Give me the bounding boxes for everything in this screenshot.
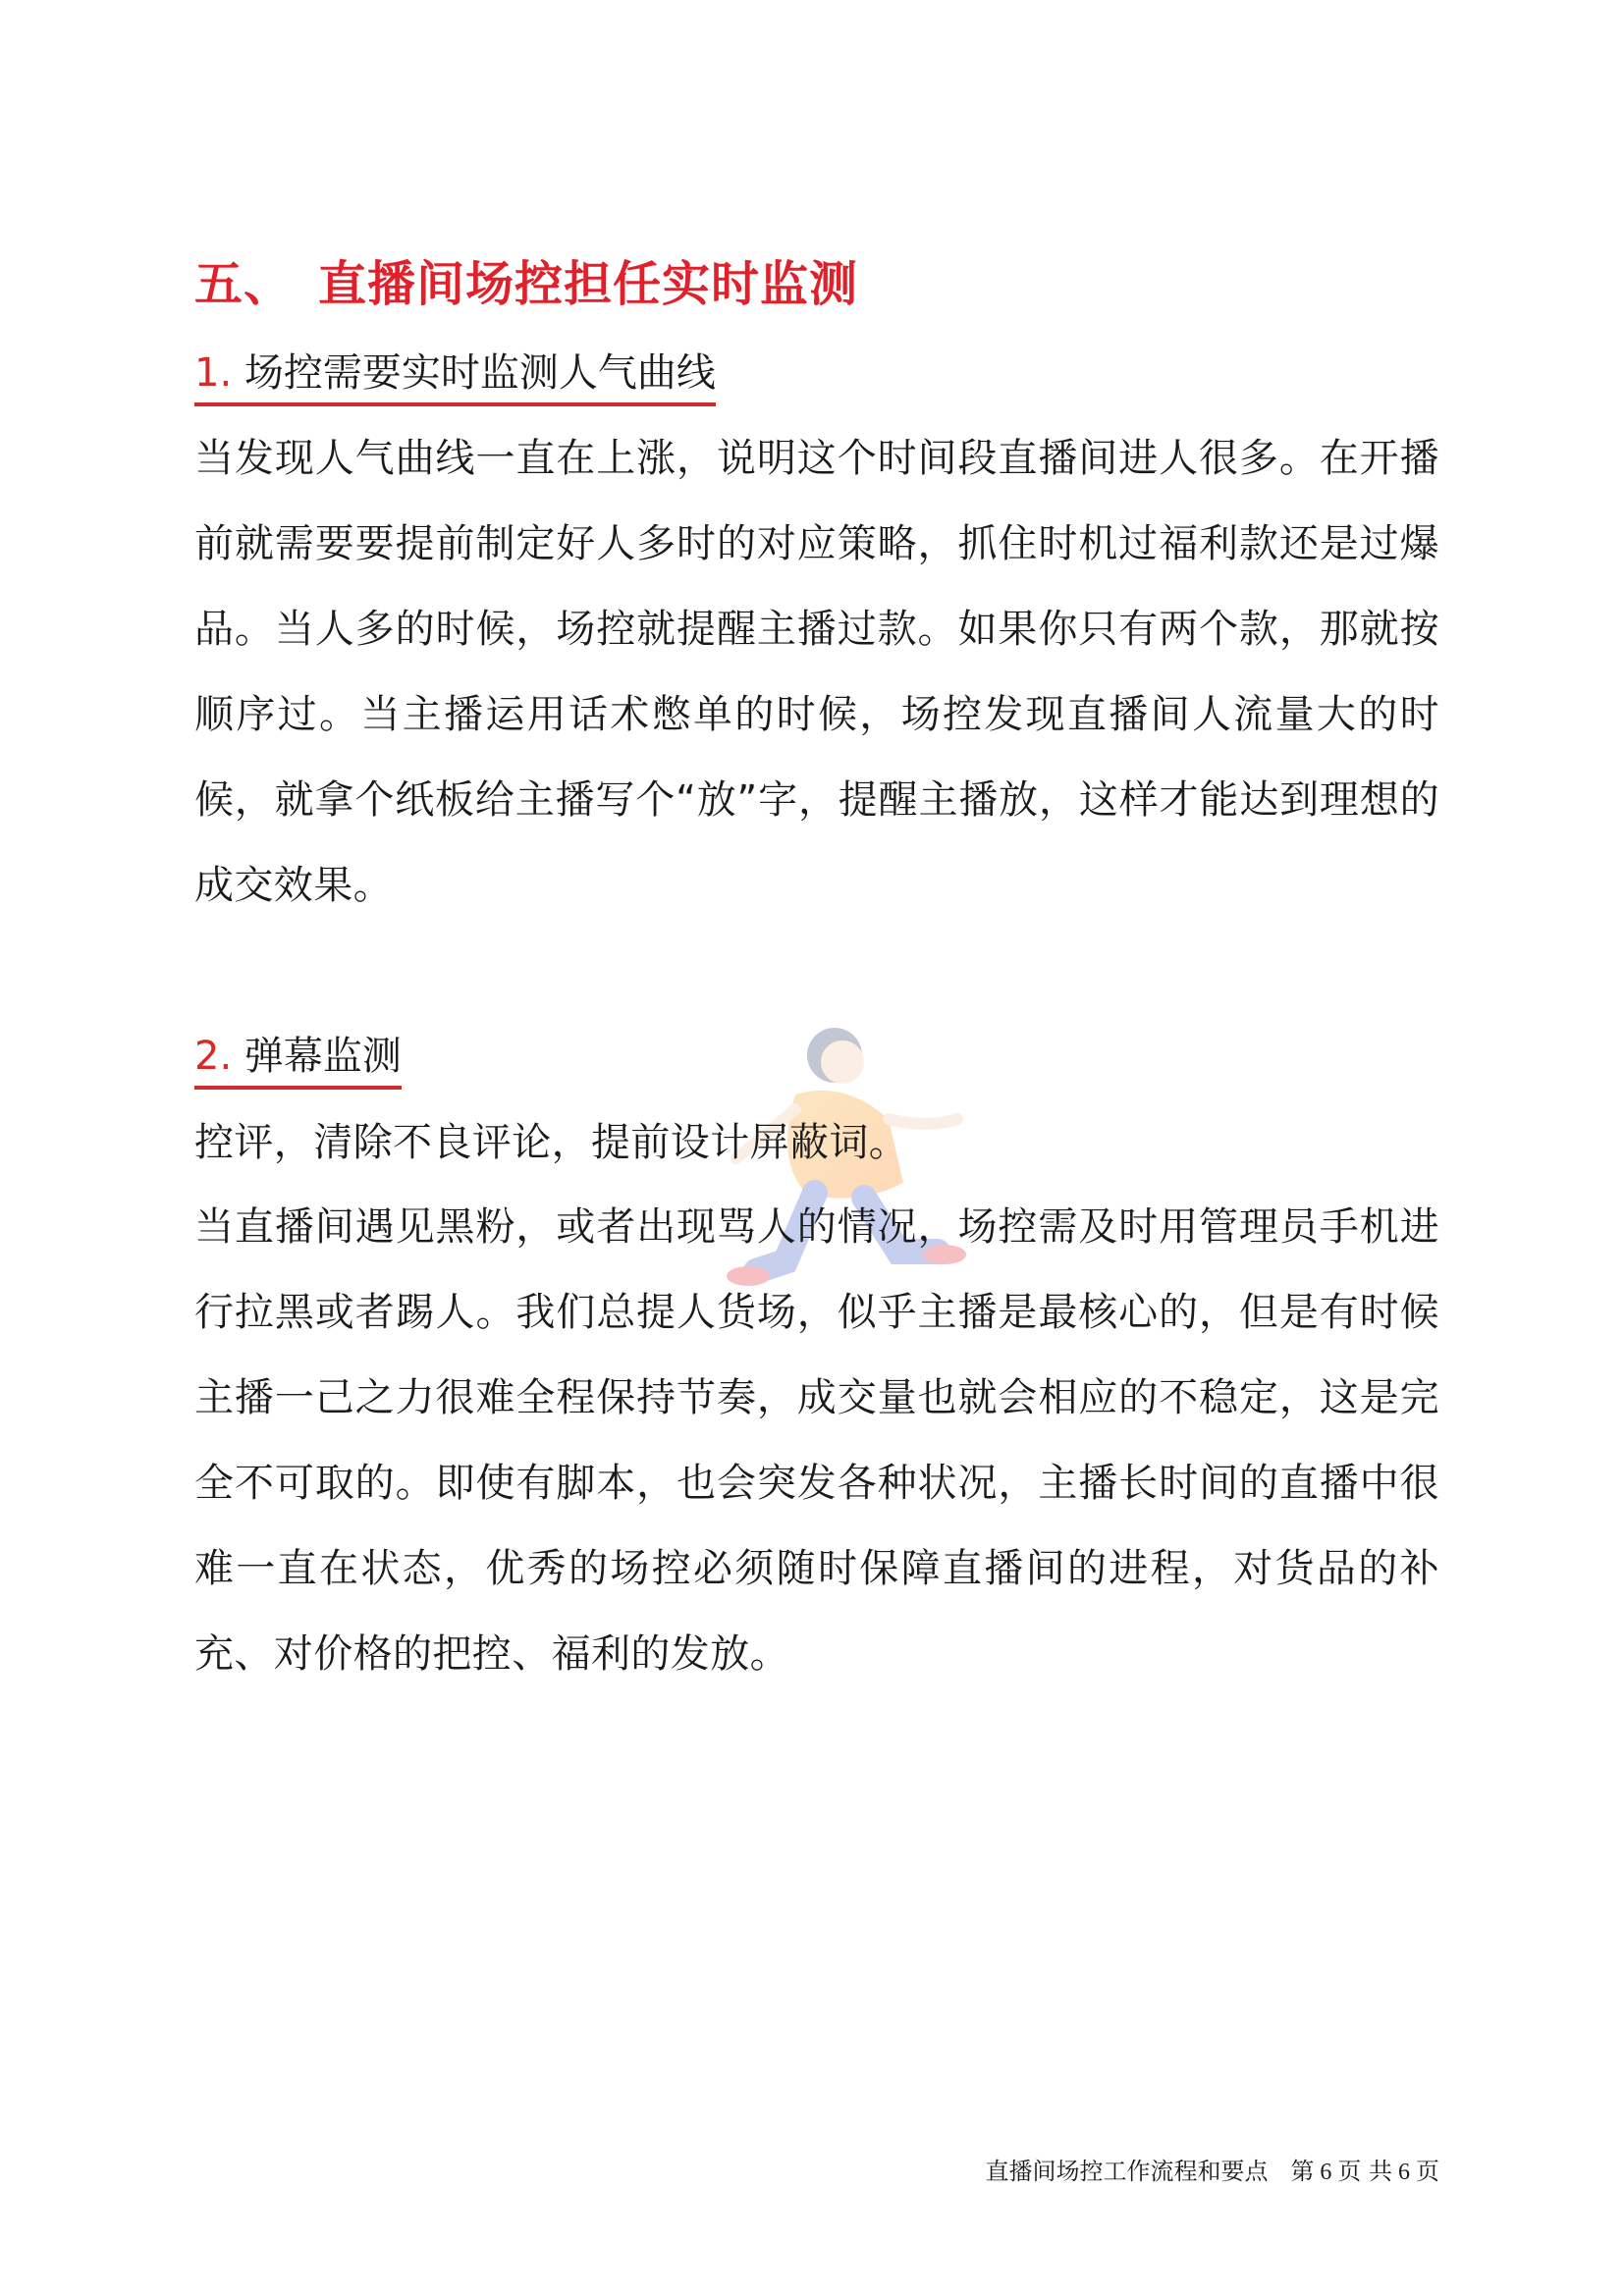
subsection-1-heading (194, 344, 716, 406)
section-number: 五、 (194, 256, 294, 312)
section-title-text: 直播间场控担任实时监测 (318, 256, 859, 312)
footer-page-total: 6 (1398, 2160, 1410, 2185)
subsection-1-title: 场控需要实时监测人气曲线 (244, 350, 716, 396)
subsection-2-number: 2. (194, 1034, 233, 1079)
subsection-2-title: 弹幕监测 (244, 1034, 402, 1079)
page-footer (985, 2156, 1439, 2188)
subsection-1-number: 1. (194, 350, 233, 396)
footer-page-mid: 页 共 (1337, 2158, 1392, 2185)
subsection-2-heading (194, 1027, 402, 1090)
footer-page-prefix: 第 (1290, 2158, 1315, 2185)
footer-page-current: 6 (1320, 2160, 1332, 2185)
section-title (194, 250, 858, 319)
subsection-2-body-2: 当直播间遇见黑粉，或者出现骂人的情况，场控需及时用管理员手机进行拉黑或者踢人。我们总提人货场，似乎主播是最核心的，但是有时候主播一己之力很难全程保持节奏，成交量也就会相应的不稳定，这是完全不可取的。即使有脚本，也会突发各种状况，主播长时间的直播中很难一直在状态，优秀的场控必须随时保障直播间的进程，对货品的补充、对价格的把控、福利的发放。 (194, 1204, 1439, 1677)
subsection-1-body: 当发现人气曲线一直在上涨，说明这个时间段直播间进人很多。在开播前就需要要提前制定好人多时的对应策略，抓住时机过福利款还是过爆品。当人多的时候，场控就提醒主播过款。如果你只有两个款，那就按顺序过。当主播运用话术憋单的时候，场控发现直播间人流量大的时候，就拿个纸板给主播写个“放”字，提醒主播放，这样才能达到理想的成交效果。 (194, 436, 1439, 908)
subsection-2-body-1: 控评，清除不良评论，提前设计屏蔽词。 (194, 1120, 909, 1165)
footer-doc-title: 直播间场控工作流程和要点 (985, 2158, 1269, 2185)
footer-page-suffix: 页 (1416, 2158, 1439, 2185)
